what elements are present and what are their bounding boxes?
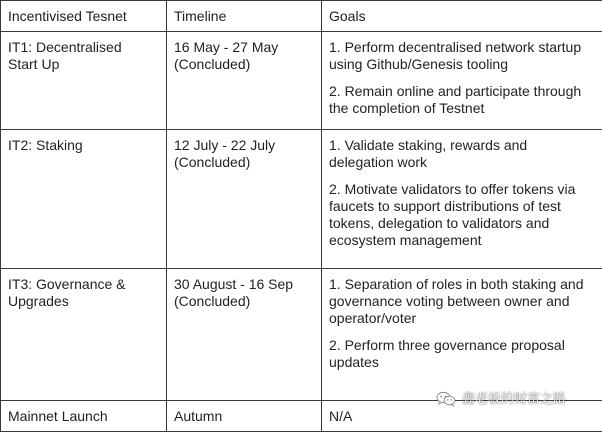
- goal-line: governance voting between owner and: [329, 293, 598, 310]
- goals-cell: [322, 269, 602, 401]
- name-line: Start Up: [8, 56, 160, 73]
- goal-item: [329, 276, 598, 327]
- name-line: IT2: Staking: [8, 137, 160, 154]
- timeline-cell: [167, 32, 322, 130]
- goal-item: [329, 137, 598, 171]
- goal-line: ecosystem management: [329, 232, 598, 249]
- table-header-row: [1, 1, 602, 32]
- table-row: [1, 401, 602, 432]
- goals-cell: [322, 401, 602, 432]
- header-cell-goals: [322, 1, 602, 32]
- goal-line: tokens, delegation to validators and: [329, 215, 598, 232]
- goal-line: delegation work: [329, 154, 598, 171]
- goal-line: updates: [329, 354, 598, 371]
- name-line: Upgrades: [8, 293, 160, 310]
- goal-line: 1. Validate staking, rewards and: [329, 137, 598, 154]
- timeline-line: Autumn: [174, 408, 315, 425]
- timeline-cell: [167, 130, 322, 269]
- header-label: Timeline: [174, 8, 226, 24]
- goal-item: [329, 39, 598, 73]
- name-line: IT3: Governance &: [8, 276, 160, 293]
- timeline-line: 12 July - 22 July: [174, 137, 315, 154]
- goal-line: 1. Perform decentralised network startup: [329, 39, 598, 56]
- goal-line: 2. Perform three governance proposal: [329, 337, 598, 354]
- goals-cell: [322, 130, 602, 269]
- testnet-name-cell: [1, 32, 167, 130]
- timeline-line: (Concluded): [174, 154, 315, 171]
- watermark-text: 鑫老板的财富之路: [462, 390, 566, 407]
- goal-line: 2. Motivate validators to offer tokens via: [329, 181, 598, 198]
- name-line: Mainnet Launch: [8, 408, 160, 425]
- header-label: Incentivised Tesnet: [8, 8, 127, 24]
- testnet-name-cell: [1, 130, 167, 269]
- timeline-line: 16 May - 27 May: [174, 39, 315, 56]
- timeline-cell: [167, 269, 322, 401]
- timeline-line: 30 August - 16 Sep: [174, 276, 315, 293]
- testnet-name-cell: [1, 401, 167, 432]
- goal-line: using Github/Genesis tooling: [329, 56, 598, 73]
- goal-item: [329, 337, 598, 371]
- goal-line: operator/voter: [329, 310, 598, 327]
- goal-line: the completion of Testnet: [329, 100, 598, 117]
- testnet-name-cell: [1, 269, 167, 401]
- goal-line: 1. Separation of roles in both staking and: [329, 276, 598, 293]
- goal-line: faucets to support distributions of test: [329, 198, 598, 215]
- header-label: Goals: [329, 8, 366, 24]
- goal-item: [329, 83, 598, 117]
- table-row: [1, 130, 602, 269]
- goal-item: [329, 181, 598, 249]
- name-line: IT1: Decentralised: [8, 39, 160, 56]
- table-row: [1, 269, 602, 401]
- header-cell-testnet: [1, 1, 167, 32]
- header-cell-timeline: [167, 1, 322, 32]
- goal-line: N/A: [329, 408, 598, 425]
- timeline-line: (Concluded): [174, 293, 315, 310]
- timeline-line: (Concluded): [174, 56, 315, 73]
- goal-line: 2. Remain online and participate through: [329, 83, 598, 100]
- table-row: [1, 32, 602, 130]
- goals-cell: [322, 32, 602, 130]
- timeline-cell: [167, 401, 322, 432]
